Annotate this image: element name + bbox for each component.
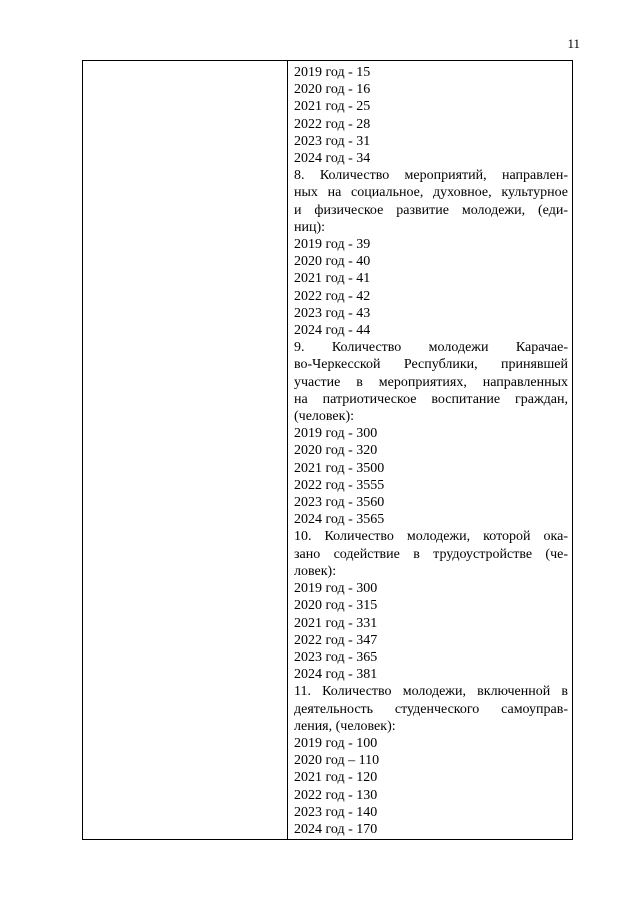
text-line: 2021 год - 331 — [294, 615, 378, 631]
text-line: 11. Количество молодежи, включенной в — [294, 684, 568, 700]
column-divider — [287, 61, 288, 839]
text-line: 2024 год - 381 — [294, 667, 378, 683]
text-line: 2021 год - 41 — [294, 271, 371, 287]
indicators-table — [82, 60, 573, 840]
text-line: 2019 год - 300 — [294, 581, 378, 597]
text-line: 2024 год - 44 — [294, 323, 371, 339]
page-number: 11 — [567, 36, 580, 51]
indicators-text-cell — [294, 64, 568, 839]
text-line: деятельность студенческого самоуправ- — [294, 701, 568, 717]
text-line: 2022 год - 130 — [294, 787, 378, 803]
text-line: 2022 год - 347 — [294, 632, 378, 648]
text-line: на патриотическое воспитание граждан, — [294, 391, 568, 407]
text-line: 10. Количество молодежи, которой ока- — [294, 529, 568, 545]
text-line: 2019 год - 300 — [294, 426, 378, 442]
text-line: 2023 год - 365 — [294, 649, 378, 665]
text-line: участие в мероприятиях, направленных — [294, 374, 568, 390]
text-line: 2022 год - 3555 — [294, 477, 385, 493]
text-line: 2019 год - 100 — [294, 735, 378, 751]
text-line: ловек): — [294, 563, 337, 579]
text-line: и физическое развитие молодежи, (еди- — [294, 202, 568, 218]
text-line: зано содействие в трудоустройстве (че- — [294, 546, 568, 562]
text-line: 2020 год - 16 — [294, 82, 371, 98]
text-line: 8. Количество мероприятий, направлен- — [294, 168, 568, 184]
text-line: 2019 год - 39 — [294, 237, 371, 253]
text-line: 2022 год - 28 — [294, 116, 371, 132]
text-line: 2023 год - 43 — [294, 305, 371, 321]
text-line: 9. Количество молодежи Карачае- — [294, 340, 568, 356]
text-line: (человек): — [294, 409, 354, 425]
text-line: ных на социальное, духовное, культурное — [294, 185, 568, 201]
text-line: 2023 год - 3560 — [294, 495, 385, 511]
text-line: 2021 год - 25 — [294, 99, 371, 115]
text-line: ления, (человек): — [294, 718, 396, 734]
text-line: 2020 год - 315 — [294, 598, 378, 614]
text-line: 2022 год - 42 — [294, 288, 371, 304]
text-line: 2020 год – 110 — [294, 753, 380, 769]
text-line: 2023 год - 31 — [294, 133, 371, 149]
text-line: 2021 год - 120 — [294, 770, 378, 786]
text-line: 2023 год - 140 — [294, 804, 378, 820]
text-line: 2019 год - 15 — [294, 65, 371, 80]
text-line: ниц): — [294, 219, 326, 235]
text-line: 2021 год - 3500 — [294, 460, 385, 476]
text-line: 2024 год - 3565 — [294, 512, 385, 528]
text-line: во-Черкесской Республики, принявшей — [294, 357, 568, 373]
text-line: 2020 год - 320 — [294, 443, 378, 459]
text-line: 2024 год - 170 — [294, 821, 378, 837]
text-line: 2024 год - 34 — [294, 151, 371, 167]
text-line: 2020 год - 40 — [294, 254, 371, 270]
